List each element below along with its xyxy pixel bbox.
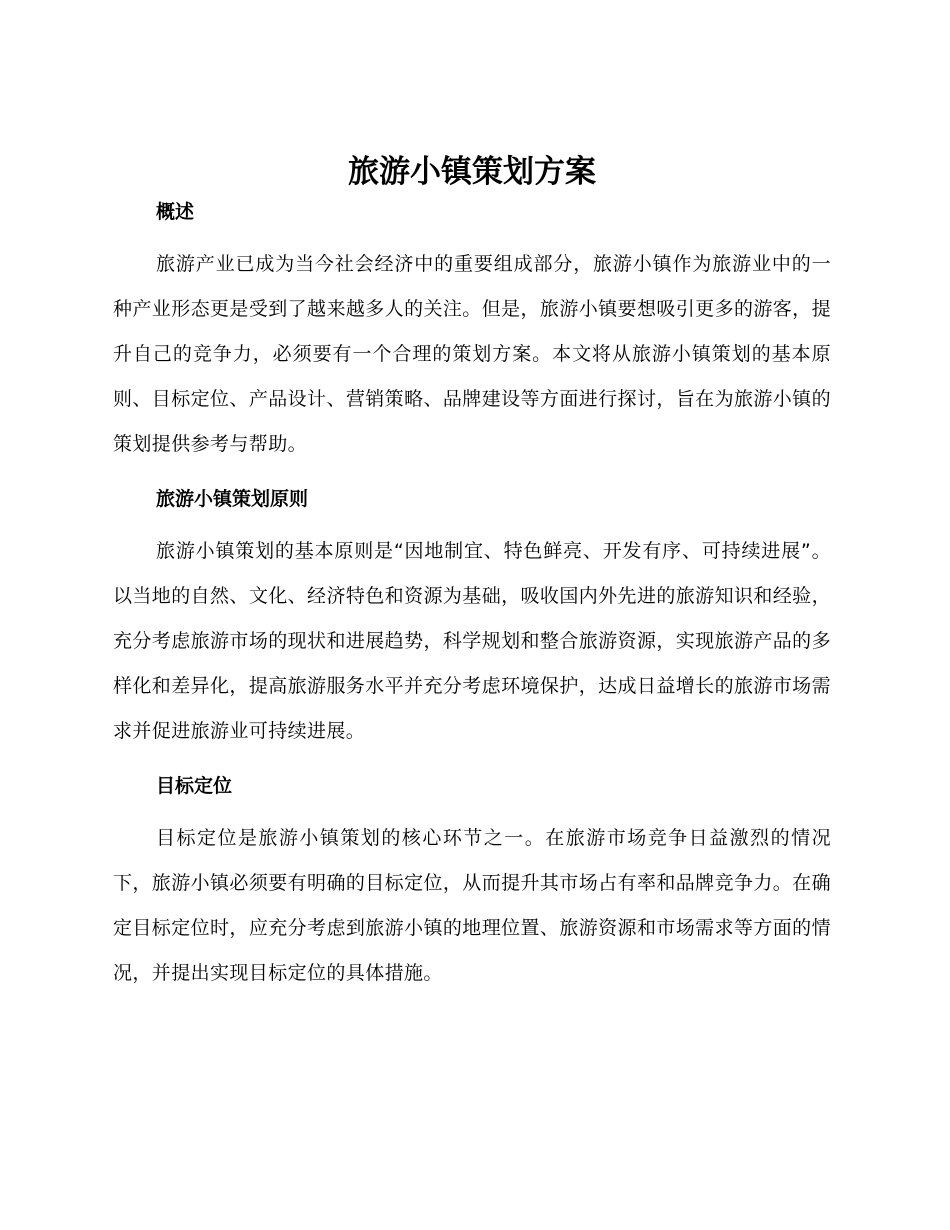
section-heading: 概述 <box>156 201 195 223</box>
document-body <box>113 148 831 1014</box>
section-paragraph: 目标定位是旅游小镇策划的核心环节之一。在旅游市场竞争日益激烈的情况下，旅游小镇必须要有明确的目标定位，从而提升其市场占有率和品牌竞争力。在确定目标定位时，应充分考虑到旅游小镇的地理位置、旅游资源和市场需求等方面的情况，并提出实现目标定位的具体措施。 <box>113 827 831 984</box>
section-heading: 旅游小镇策划原则 <box>156 488 309 510</box>
section-overview <box>113 198 831 467</box>
section-principles <box>113 485 831 754</box>
section-heading: 目标定位 <box>156 775 233 797</box>
document-title: 旅游小镇策划方案 <box>348 154 596 190</box>
section-target-positioning <box>113 772 831 996</box>
section-paragraph: 旅游小镇策划的基本原则是“因地制宜、特色鲜亮、开发有序、可持续进展”。以当地的自然、文化、经济特色和资源为基础，吸收国内外先进的旅游知识和经验，充分考虑旅游市场的现状和进展趋势，科学规划和整合旅游资源，实现旅游产品的多样化和差异化，提高旅游服务水平并充分考虑环境保护，达成日益增长的旅游市场需求并促进旅游业可持续进展。 <box>113 540 831 742</box>
section-paragraph: 旅游产业已成为当今社会经济中的重要组成部分，旅游小镇作为旅游业中的一种产业形态更是受到了越来越多人的关注。但是，旅游小镇要想吸引更多的游客，提升自己的竞争力，必须要有一个合理的策划方案。本文将从旅游小镇策划的基本原则、目标定位、产品设计、营销策略、品牌建设等方面进行探讨，旨在为旅游小镇的策划提供参考与帮助。 <box>113 253 831 455</box>
